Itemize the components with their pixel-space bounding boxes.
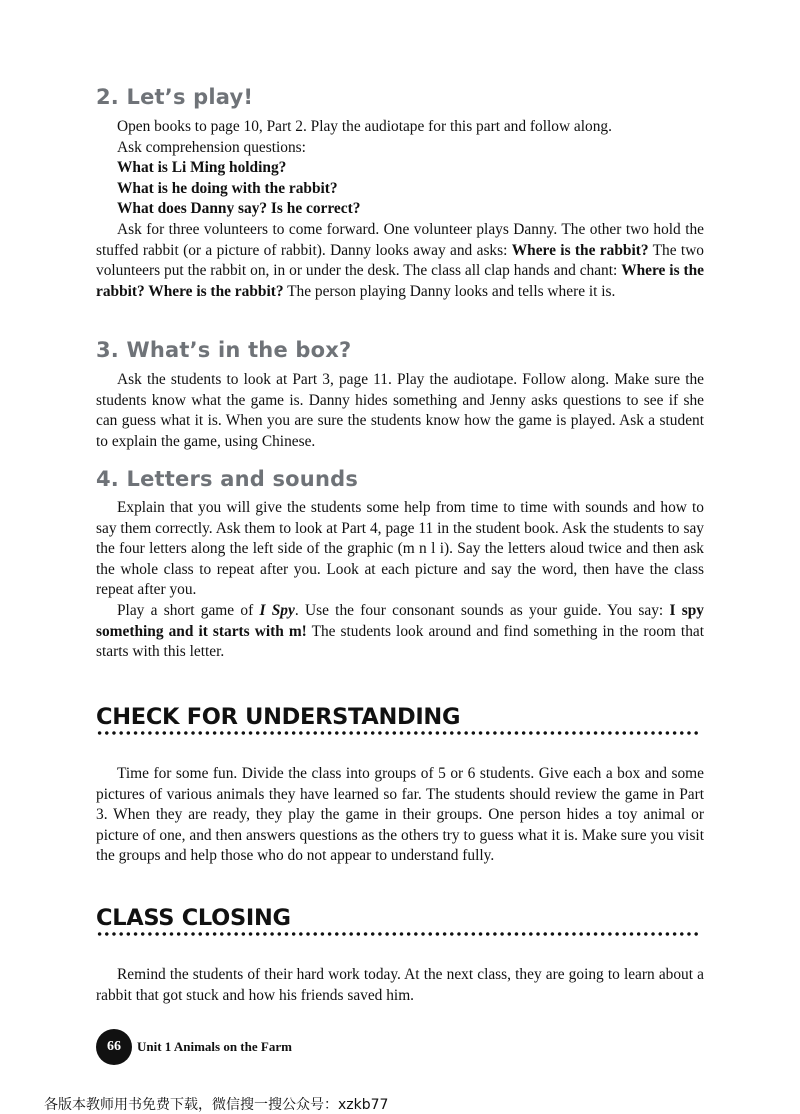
paragraph: Ask comprehension questions:	[117, 138, 306, 156]
section-heading-whats-in-box: 3. What’s in the box?	[96, 338, 352, 362]
paragraph: Ask the students to look at Part 3, page 11. Play the audiotape. Follow along. Make sure the students know what the game is. Danny hides something and Jenny asks questions to see if she can guess what it is. When you are sure the students know how the game is played. Ask a student to explain the game, using Chinese.	[96, 371, 704, 450]
whats-in-box-body	[96, 370, 704, 452]
page-number-badge: 66	[96, 1029, 132, 1065]
class-closing-heading: CLASS CLOSING	[96, 905, 291, 931]
paragraph: Open books to page 10, Part 2. Play the audiotape for this part and follow along.	[117, 118, 612, 135]
unit-title: Unit 1 Animals on the Farm	[137, 1039, 292, 1054]
letters-sounds-body	[96, 498, 704, 663]
dotted-divider	[96, 730, 700, 736]
question: What does Danny say? Is he correct?	[117, 200, 361, 218]
check-for-understanding-heading: CHECK FOR UNDERSTANDING	[96, 704, 461, 730]
paragraph: Play a short game of I Spy. Use the four consonant sounds as your guide. You say: I spy something and it starts with m! The students look around and find something in the room that starts with this letter.	[96, 601, 704, 661]
dotted-divider	[96, 931, 700, 937]
check-body	[96, 764, 704, 867]
paragraph: Time for some fun. Divide the class into groups of 5 or 6 students. Give each a box and some pictures of various animals they have learned so far. The students should review the game in Part 3. When they are ready, they play the game in their groups. One person hides a toy animal or picture of one, and then answers questions as the others try to guess what it is. Make sure you visit the groups and help those who do not appear to understand fully.	[96, 765, 704, 865]
section-heading-lets-play: 2. Let’s play!	[96, 85, 254, 109]
paragraph: Ask for three volunteers to come forward. One volunteer plays Danny. The other two hold the stuffed rabbit (or a picture of rabbit). Danny looks away and asks: Where is the rabbit? The two volunteers put the rabbit on, in or under the desk. The class all clap hands and chant: Where is the rabbit? Where is the rabbit? The person playing Danny looks and tells where it is.	[96, 220, 705, 300]
watermark-text: 各版本教师用书免费下载，微信搜一搜公众号：xzkb77	[44, 1097, 389, 1113]
closing-body	[96, 965, 704, 1006]
question: What is Li Ming holding?	[117, 159, 287, 177]
page-footer	[96, 1029, 292, 1065]
question: What is he doing with the rabbit?	[117, 179, 338, 197]
paragraph: Explain that you will give the students some help from time to time with sounds and how to say them correctly. Ask them to look at Part 4, page 11 in the student book. Ask the students to say the four letters along the left side of the graphic (m n l i). Say the letters aloud twice and then ask the whole class to repeat after you. Look at each picture and say the word, then have the class repeat after you.	[96, 499, 704, 599]
paragraph: Remind the students of their hard work today. At the next class, they are going to learn about a rabbit that got stuck and how his friends saved him.	[96, 966, 704, 1004]
lets-play-body	[96, 117, 704, 302]
section-heading-letters-sounds: 4. Letters and sounds	[96, 467, 359, 491]
